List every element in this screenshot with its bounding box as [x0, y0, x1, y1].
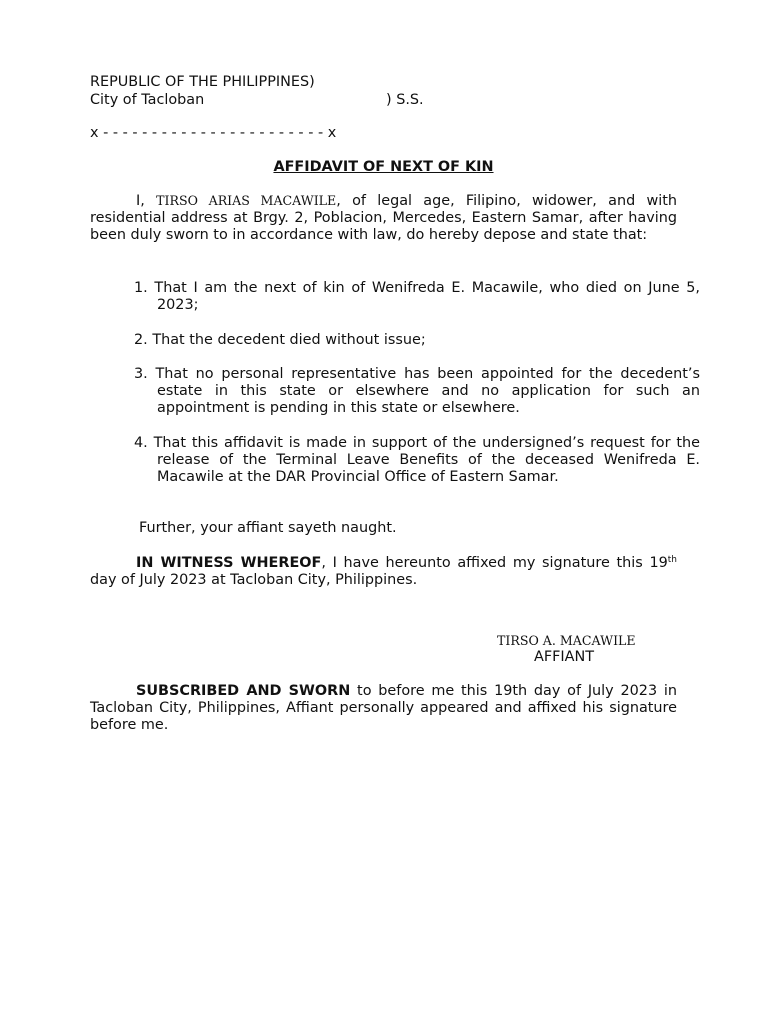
header-ss: ) S.S.	[386, 92, 424, 108]
intro-paragraph	[90, 192, 677, 244]
separator-line: x - - - - - - - - - - - - - - - - - - - - - - - x	[90, 125, 337, 141]
list-item-text: That no personal representative has been appointed for the decedent’s estate in this state or elsewhere and no application for such an appointment is pending in this state or elsewhere.	[155, 366, 700, 416]
list-item-number: 2.	[134, 332, 148, 348]
list-item-text: That the decedent died without issue;	[152, 332, 426, 348]
header-city: City of Tacloban	[90, 92, 205, 108]
list-item-text: That this affidavit is made in support of the undersigned’s request for the release of the Terminal Leave Benefits of the deceased Wenifreda E. Macawile at the DAR Provincial Office of Eastern Samar.	[153, 435, 700, 485]
witness-text-b: day of July 2023 at Tacloban City, Philippines.	[90, 572, 418, 588]
intro-text: , of legal age, Filipino, widower, and with residential address at Brgy. 2, Poblacion, Mercedes, Eastern Samar, after having been duly sworn to in accordance with law, do hereby depose and state that:	[90, 193, 677, 243]
list-item-text: That I am the next of kin of Wenifreda E. Macawile, who died on June 5, 2023;	[154, 280, 700, 313]
affiant-full-name: TIRSO ARIAS MACAWILE	[156, 193, 337, 208]
jurat-paragraph	[90, 683, 677, 734]
document-title: AFFIDAVIT OF NEXT OF KIN	[273, 159, 494, 175]
witness-text-a: , I have hereunto affixed my signature this 19	[321, 555, 668, 571]
witness-heading: IN WITNESS WHEREOF	[136, 555, 322, 571]
list-item	[134, 366, 700, 417]
signatory-role: AFFIANT	[534, 649, 595, 665]
list-item	[134, 435, 700, 486]
intro-prefix: I,	[136, 193, 145, 209]
jurat-heading: SUBSCRIBED AND SWORN	[136, 683, 351, 699]
list-item-number: 3.	[134, 366, 148, 382]
jurat-text: to before me this 19th day of July 2023 in Tacloban City, Philippines, Affiant personally appeared and affixed his signature before me.	[90, 683, 677, 733]
header-republic: REPUBLIC OF THE PHILIPPINES)	[90, 74, 315, 90]
list-item	[134, 280, 700, 314]
list-item-number: 4.	[134, 435, 148, 451]
witness-ordinal-suffix: th	[667, 555, 677, 565]
further-statement: Further, your affiant sayeth naught.	[139, 520, 397, 536]
signatory-name: TIRSO A. MACAWILE	[497, 633, 636, 648]
witness-paragraph	[90, 555, 677, 589]
list-item	[134, 332, 700, 349]
list-item-number: 1.	[134, 280, 148, 296]
